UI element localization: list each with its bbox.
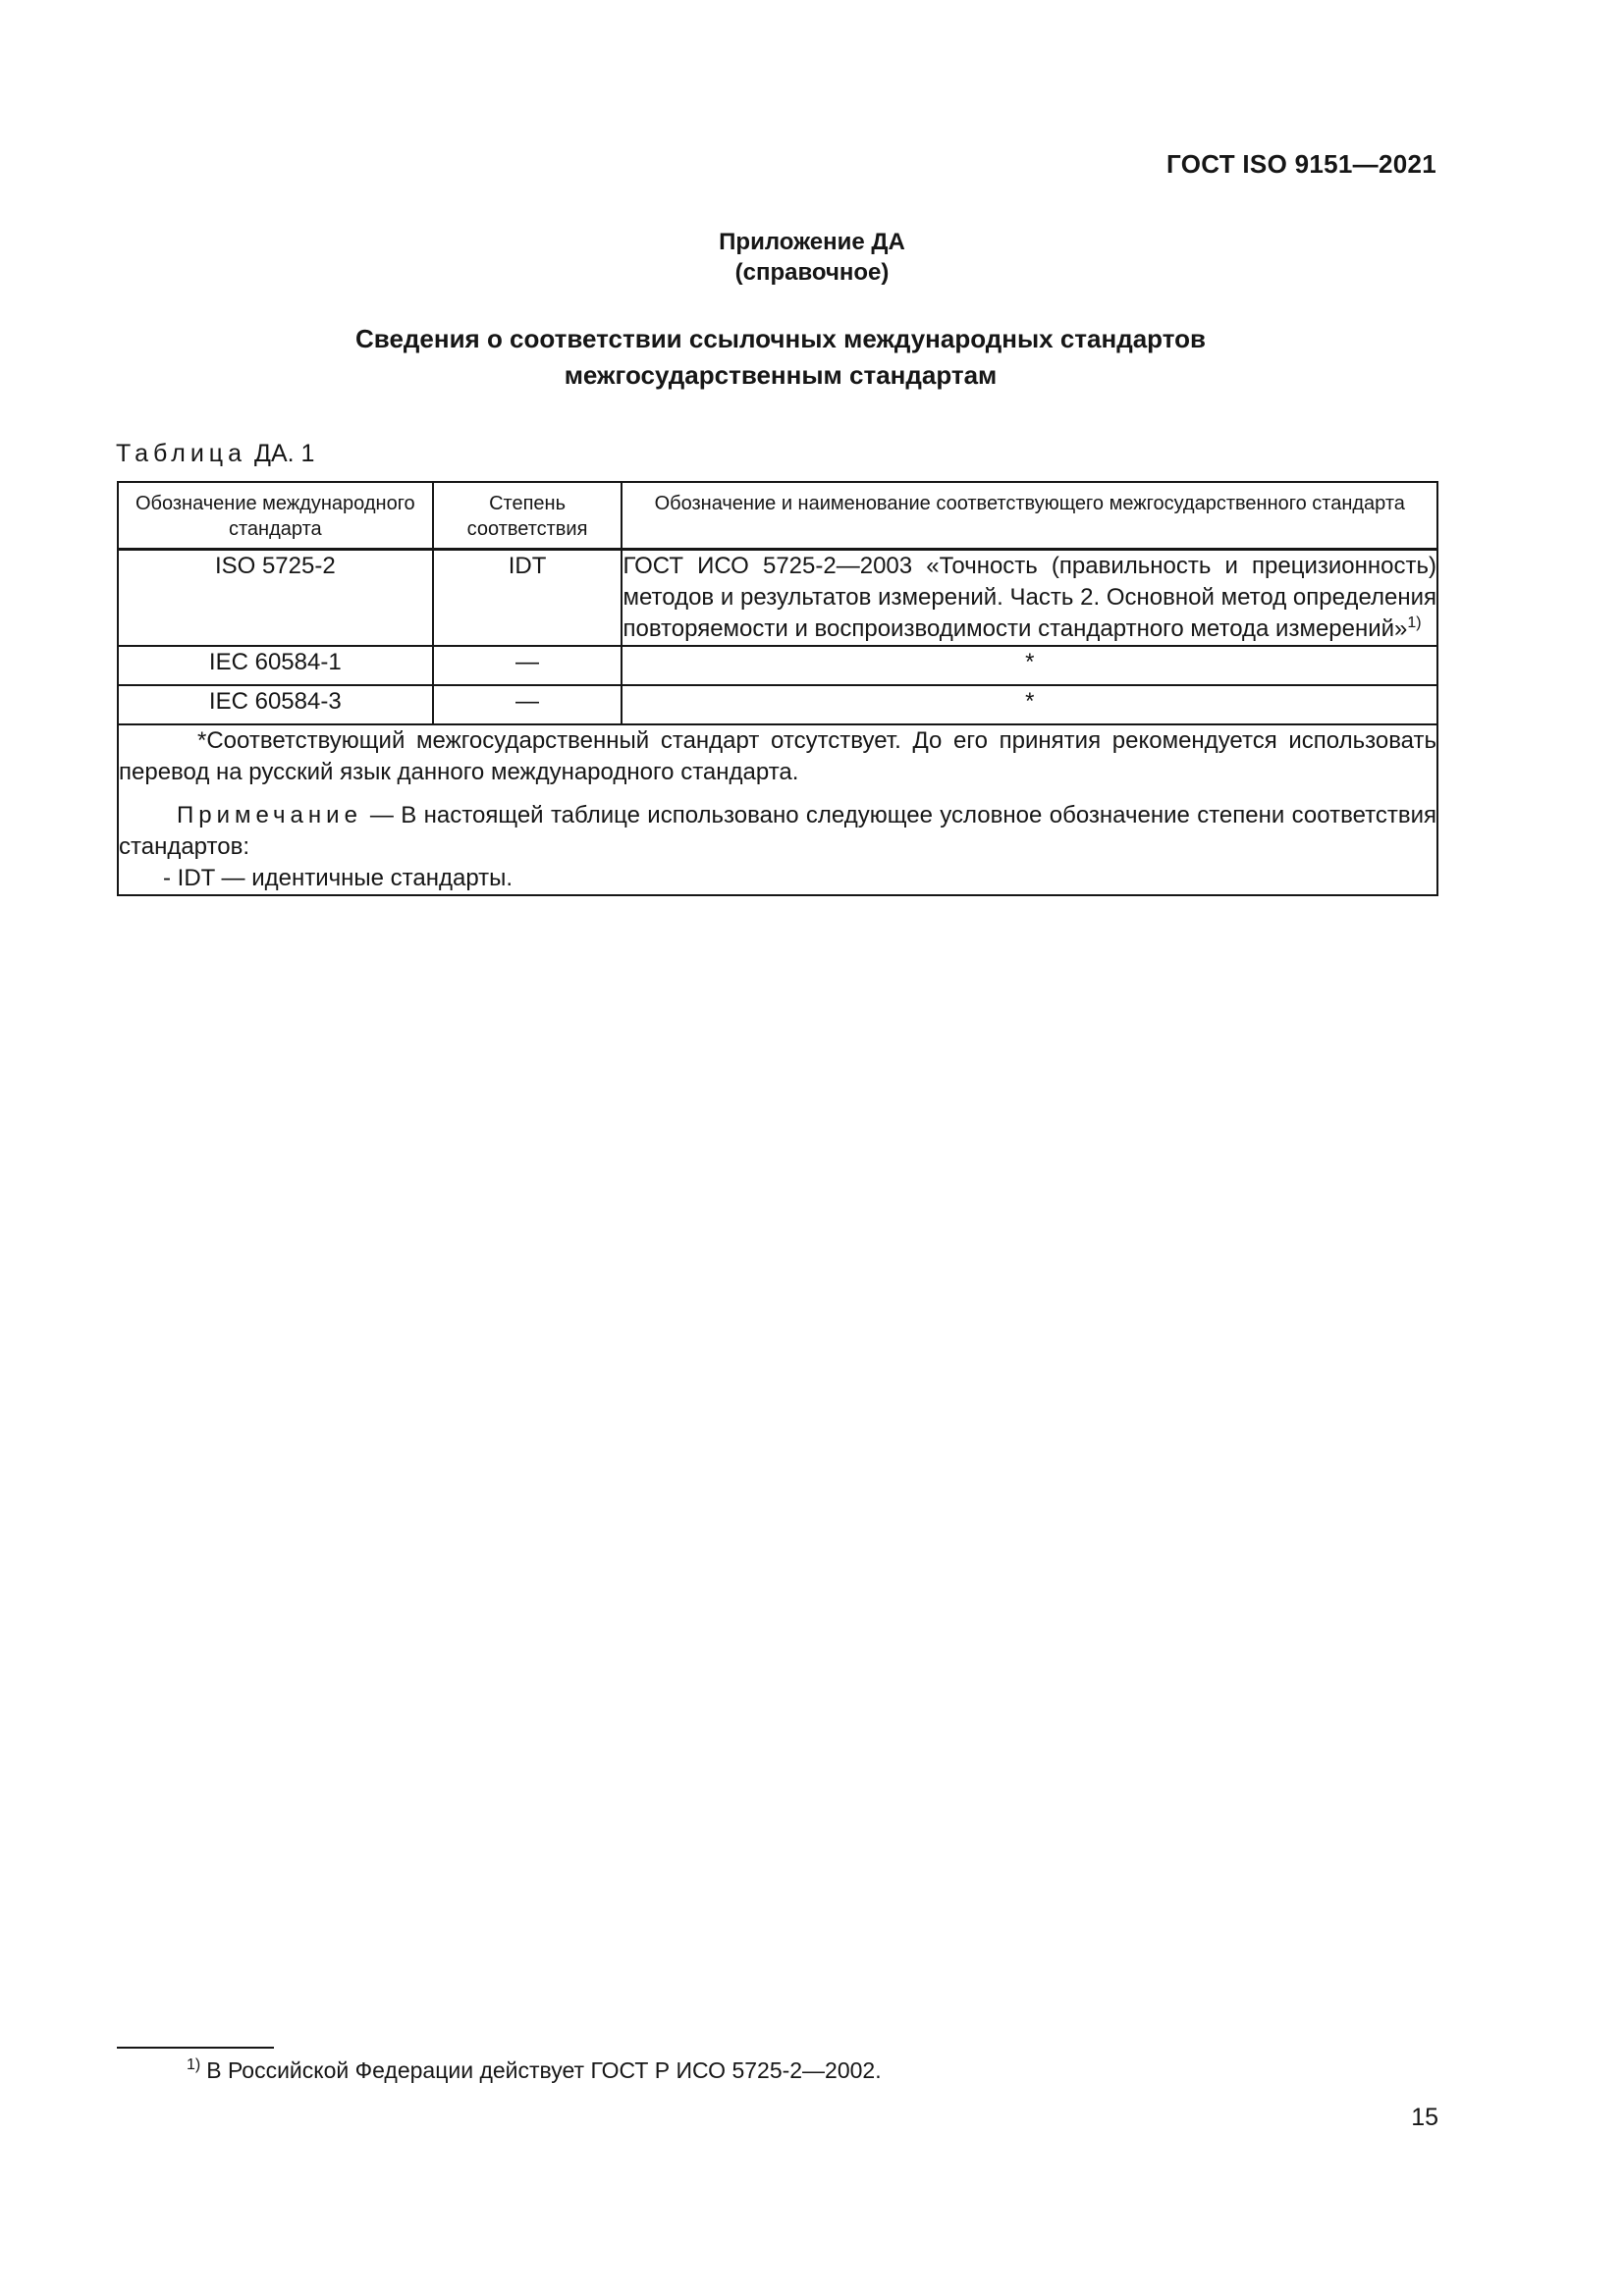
header-intl-standard: Обозначение международного стандарта [118, 482, 433, 550]
cell-interstate-standard: * [622, 646, 1437, 685]
document-code: ГОСТ ISO 9151—2021 [1166, 149, 1436, 179]
cell-interstate-standard-text: ГОСТ ИСО 5725-2—2003 «Точность (правильность и прецизионность) методов и результатов измерений. Часть 2. Основной метод определения повторяемости и воспроизводимости стандартного метода измерений» [623, 553, 1436, 642]
table-note-item: - IDT — идентичные стандарты. [163, 865, 514, 891]
cell-degree: IDT [433, 550, 623, 647]
table-note-text: — В настоящей таблице использовано следующее условное обозначение степени соответствия стандартов: [119, 802, 1436, 860]
cell-degree: — [433, 646, 623, 685]
appendix-subtitle: (справочное) [734, 259, 890, 286]
page-number: 15 [1411, 2104, 1438, 2131]
table-row [118, 646, 1437, 685]
footnote-ref: 1) [1407, 614, 1422, 631]
cell-intl-standard: IEC 60584-1 [118, 646, 433, 685]
table-caption-word: Таблица [116, 440, 247, 467]
cell-degree: — [433, 685, 623, 724]
footnote-text: В Российской Федерации действует ГОСТ Р ИСО 5725-2—2002. [206, 2057, 882, 2083]
table-footer-notes [118, 724, 1437, 895]
section-title-line-1: Сведения о соответствии ссылочных международных стандартов [355, 324, 1206, 353]
footnote-marker: 1) [187, 2056, 201, 2073]
table-caption-number: ДА. 1 [254, 440, 315, 467]
cell-intl-standard: IEC 60584-3 [118, 685, 433, 724]
table-header-row [118, 482, 1437, 550]
table-note-word: Примечание [177, 802, 362, 828]
appendix-title: Приложение ДА [719, 229, 905, 255]
section-title [0, 321, 1561, 394]
cell-intl-standard: ISO 5725-2 [118, 550, 433, 647]
appendix-heading [0, 227, 1624, 288]
table-row [118, 550, 1437, 647]
table-note [119, 800, 1436, 863]
header-interstate-standard: Обозначение и наименование соответствующего межгосударственного стандарта [622, 482, 1437, 550]
cell-interstate-standard: * [622, 685, 1437, 724]
header-degree: Степень соответствия [433, 482, 623, 550]
table-caption [116, 440, 314, 468]
table-row [118, 685, 1437, 724]
cell-interstate-standard [622, 550, 1437, 647]
footnote [187, 2055, 882, 2086]
correspondence-table [117, 481, 1438, 896]
section-title-line-2: межгосударственным стандартам [564, 360, 998, 390]
table-footer-row [118, 724, 1437, 895]
star-note: *Соответствующий межгосударственный стандарт отсутствует. До его принятия рекомендуется использовать перевод на русский язык данного международного стандарта. [119, 727, 1436, 785]
footnote-divider [117, 2047, 274, 2049]
